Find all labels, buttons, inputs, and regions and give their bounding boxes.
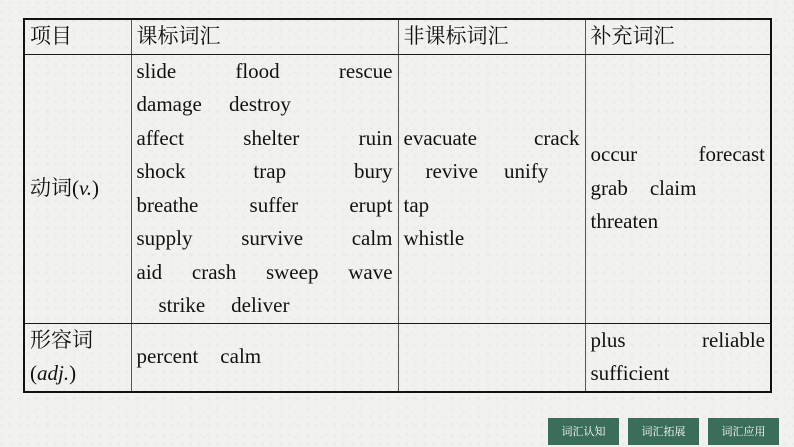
header-item: 项目 bbox=[24, 19, 131, 54]
word: damage bbox=[136, 92, 202, 116]
verb-supplementary-cell bbox=[585, 54, 771, 323]
vocab-recognition-button[interactable]: 词汇认知 bbox=[548, 418, 619, 445]
word: crack bbox=[534, 125, 580, 150]
word: calm bbox=[220, 344, 262, 369]
word: revive bbox=[425, 159, 478, 183]
word-line bbox=[137, 122, 393, 156]
section-nav bbox=[548, 418, 779, 445]
word: calm bbox=[351, 226, 393, 250]
table-row-adjectives bbox=[24, 323, 771, 392]
word: destroy bbox=[229, 92, 291, 116]
word-line bbox=[591, 205, 766, 239]
vocabulary-table bbox=[23, 18, 772, 393]
word: evacuate bbox=[403, 125, 477, 150]
word-line bbox=[137, 155, 393, 189]
word: flood bbox=[235, 58, 280, 83]
table-header-row bbox=[24, 19, 771, 54]
word: shelter bbox=[243, 125, 300, 150]
header-supplementary-vocab: 补充词汇 bbox=[585, 19, 771, 54]
word: crash bbox=[191, 259, 237, 284]
table-row-verbs bbox=[24, 54, 771, 323]
word: strike bbox=[158, 293, 206, 317]
adj-non-standard-cell bbox=[398, 323, 585, 392]
word-line bbox=[404, 122, 580, 156]
adj-label-abbr: adj. bbox=[37, 361, 70, 385]
vocab-application-button[interactable]: 词汇应用 bbox=[708, 418, 779, 445]
word-line bbox=[137, 222, 393, 256]
word: suffer bbox=[249, 192, 299, 217]
word-line bbox=[404, 189, 580, 223]
adj-supplementary-cell bbox=[585, 323, 771, 392]
verb-non-standard-cell bbox=[398, 54, 585, 323]
verb-label-open-paren: ( bbox=[72, 175, 79, 200]
word: unify bbox=[503, 159, 549, 183]
adj-label-cn: 形容词 bbox=[30, 327, 93, 352]
word-line bbox=[591, 357, 766, 391]
row-label-verb bbox=[24, 54, 131, 323]
word: wave bbox=[348, 259, 393, 284]
word: ruin bbox=[358, 125, 393, 150]
word: rescue bbox=[338, 58, 393, 83]
row-label-adjective bbox=[24, 323, 131, 392]
adj-standard-cell bbox=[131, 323, 398, 392]
verb-label-cn: 动词 bbox=[30, 175, 72, 200]
word: survive bbox=[241, 226, 304, 250]
word: plus bbox=[590, 327, 626, 352]
vocab-expansion-button[interactable]: 词汇拓展 bbox=[628, 418, 699, 445]
word: sufficient bbox=[590, 361, 670, 385]
word-line bbox=[137, 256, 393, 290]
word: aid bbox=[136, 259, 163, 284]
word: erupt bbox=[349, 192, 393, 217]
word-line bbox=[137, 189, 393, 223]
word-line bbox=[591, 138, 766, 172]
word: sweep bbox=[265, 259, 319, 284]
word-line bbox=[404, 155, 580, 189]
word: supply bbox=[136, 226, 193, 250]
adj-label-close-paren: ) bbox=[69, 361, 77, 385]
word-line bbox=[404, 222, 580, 256]
word: reliable bbox=[702, 327, 765, 352]
word: grab bbox=[590, 175, 628, 200]
word: occur bbox=[590, 142, 638, 167]
word-line bbox=[591, 172, 766, 206]
word: threaten bbox=[590, 209, 659, 234]
word: claim bbox=[649, 175, 697, 200]
word-line bbox=[137, 88, 393, 122]
word: shock bbox=[136, 159, 186, 183]
verb-label-close-paren: ) bbox=[92, 175, 100, 200]
word: breathe bbox=[136, 192, 199, 217]
header-non-standard-vocab: 非课标词汇 bbox=[398, 19, 585, 54]
word: slide bbox=[136, 58, 177, 83]
word-line bbox=[137, 55, 393, 89]
word: affect bbox=[136, 125, 184, 150]
word-line bbox=[591, 324, 766, 358]
adj-label-open-paren: ( bbox=[30, 361, 37, 385]
word-line bbox=[137, 340, 393, 374]
word: tap bbox=[403, 192, 430, 217]
word: trap bbox=[253, 159, 287, 183]
word: forecast bbox=[698, 142, 765, 167]
word: percent bbox=[136, 344, 199, 369]
verb-standard-cell bbox=[131, 54, 398, 323]
word-line bbox=[137, 289, 393, 323]
verb-label-abbr: v. bbox=[79, 175, 93, 200]
word: bury bbox=[354, 159, 393, 183]
word: whistle bbox=[403, 226, 465, 250]
header-standard-vocab: 课标词汇 bbox=[131, 19, 398, 54]
word: deliver bbox=[231, 293, 290, 317]
